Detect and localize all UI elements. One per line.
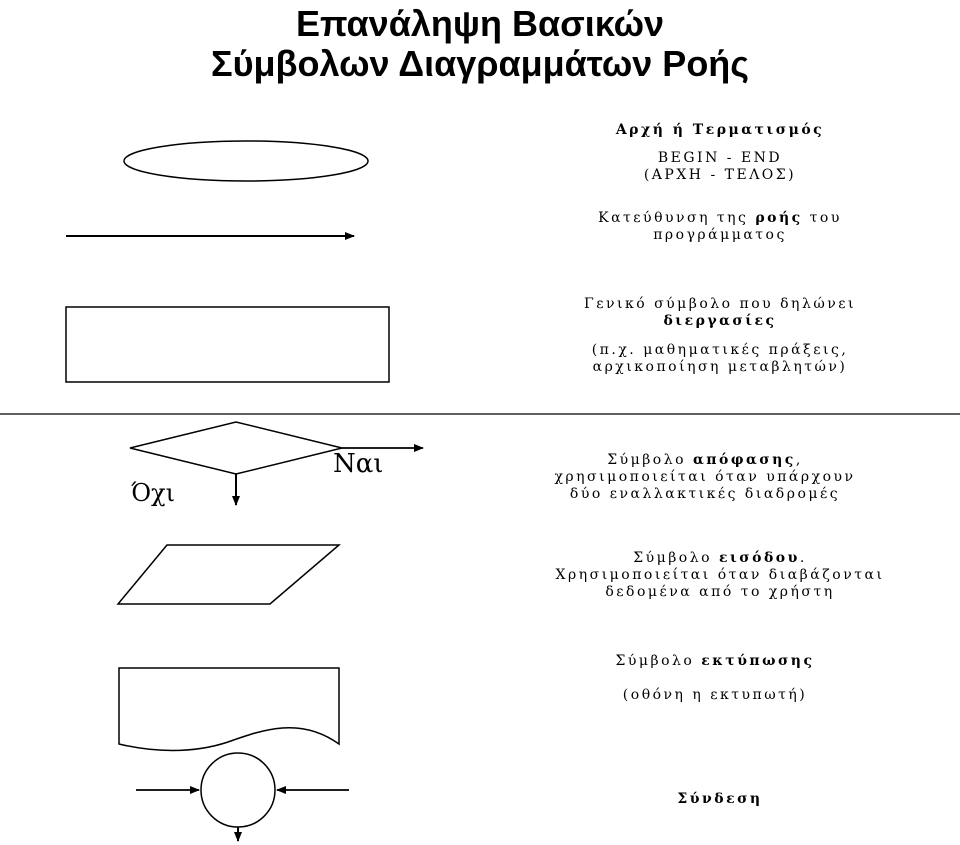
terminal-line-3: (ΑΡΧΗ - ΤΕΛΟΣ) — [643, 167, 797, 183]
terminal-ellipse-shape — [124, 141, 368, 181]
title-line-2: Σύμβολων Διαγραμμάτων Ροής — [210, 43, 750, 84]
terminal-description — [530, 122, 910, 184]
decision-line-1-b: , — [795, 452, 803, 468]
process-rectangle-shape — [66, 307, 389, 382]
output-line-1-a: Σύμβολο — [615, 653, 695, 669]
terminal-heading: Αρχή ή Τερματισμός — [615, 122, 825, 138]
decision-bold: απόφασης — [693, 452, 796, 468]
process-line-4: αρχικοποίηση μεταβλητών) — [592, 359, 848, 375]
title-line-1: Επανάληψη Βασικών — [295, 3, 665, 44]
decision-yes-label: Ναι — [333, 449, 384, 479]
decision-no-label: Όχι — [131, 479, 176, 507]
connector-description — [620, 791, 820, 808]
process-bold: διεργασίες — [663, 313, 777, 329]
decision-line-1-a: Σύμβολο — [607, 452, 687, 468]
input-line-1-b: . — [799, 550, 807, 566]
flow-line-1: Κατεύθυνση της — [598, 210, 749, 226]
process-line-1: Γενικό σύμβολο που δηλώνει — [584, 296, 856, 312]
input-line-2: Χρησιμοποιείται όταν διαβάζονται — [555, 567, 885, 583]
output-description — [505, 653, 925, 704]
connector-circle-shape — [201, 753, 275, 827]
decision-description — [495, 452, 915, 503]
flow-description — [520, 210, 920, 244]
flow-line-1-end: του — [809, 210, 842, 226]
input-parallelogram-shape — [118, 545, 339, 604]
flow-line-2: προγράμματος — [653, 227, 787, 243]
output-bold: εκτύπωσης — [701, 653, 815, 669]
terminal-line-2: BEGIN - END — [657, 150, 783, 166]
input-description — [490, 550, 950, 601]
decision-line-2: χρησιμοποιείται όταν υπάρχουν — [554, 469, 856, 485]
process-description — [510, 296, 930, 376]
output-line-2: (οθόνη η εκτυπωτή) — [622, 687, 808, 703]
connector-bold: Σύνδεση — [677, 791, 763, 807]
input-line-3: δεδομένα από το χρήστη — [605, 584, 835, 600]
flow-bold: ροής — [755, 210, 803, 226]
input-bold: εισόδου — [719, 550, 800, 566]
output-document-shape — [119, 668, 339, 751]
process-line-3: (π.χ. μαθηματικές πράξεις, — [591, 342, 849, 358]
decision-diamond-shape — [130, 422, 342, 474]
input-line-1-a: Σύμβολο — [633, 550, 713, 566]
decision-line-3: δύο εναλλακτικές διαδρομές — [569, 486, 841, 502]
